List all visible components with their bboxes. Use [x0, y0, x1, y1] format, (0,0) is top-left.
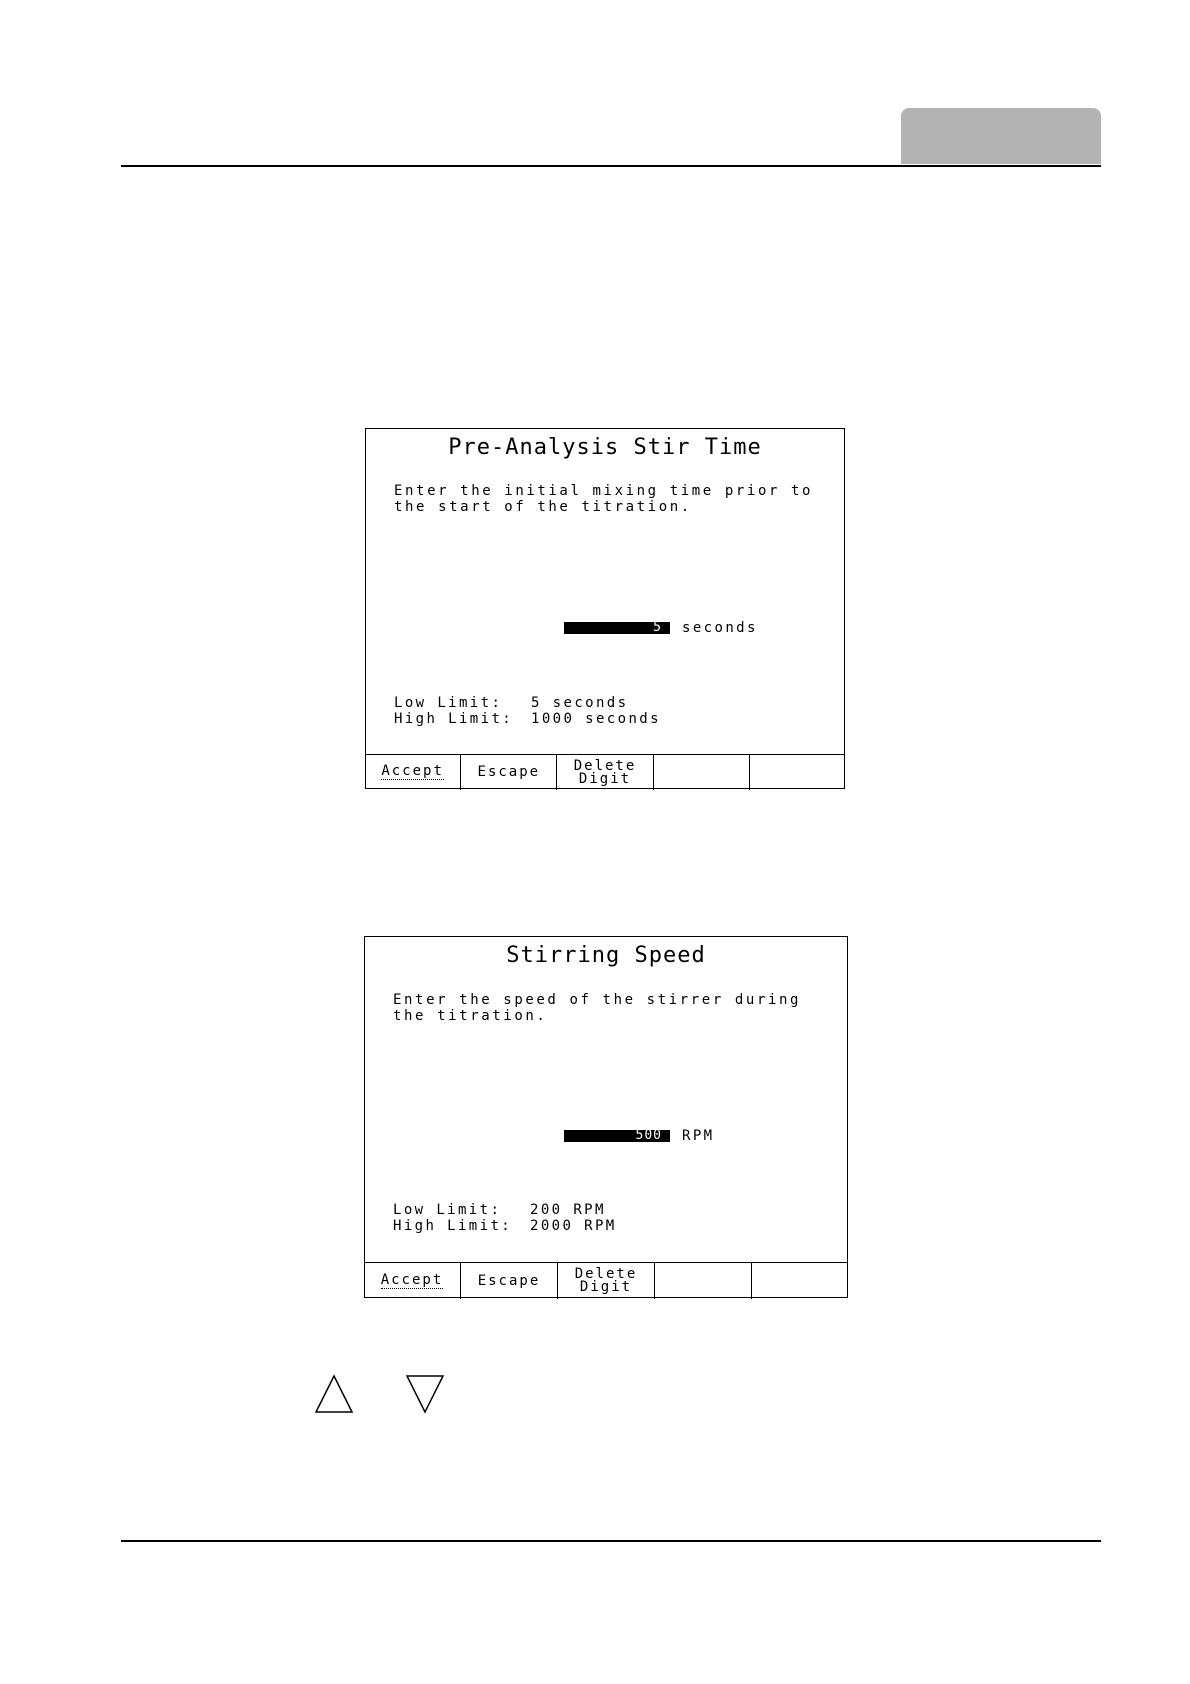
high-limit-value: 2000 RPM: [530, 1218, 617, 1234]
value-unit: RPM: [682, 1128, 715, 1144]
high-limit-row: [393, 1218, 617, 1234]
down-triangle-icon: [405, 1374, 445, 1414]
low-limit-label: Low Limit:: [393, 1202, 502, 1218]
low-limit-value: 5 seconds: [531, 695, 629, 711]
low-limit-value: 200 RPM: [530, 1202, 606, 1218]
softkey-5[interactable]: [752, 1263, 848, 1299]
accept-button-label: Accept: [380, 1271, 444, 1288]
escape-button[interactable]: Escape: [461, 1263, 558, 1299]
pre-analysis-stir-time-screen: [365, 428, 845, 789]
high-limit-label: High Limit:: [394, 711, 514, 727]
accept-button[interactable]: [364, 1263, 461, 1299]
escape-button[interactable]: Escape: [461, 755, 557, 790]
up-triangle-icon: [314, 1374, 354, 1414]
softkey-5[interactable]: [750, 755, 845, 790]
softkey-bar: [365, 754, 845, 790]
softkey-4[interactable]: [654, 755, 750, 790]
low-limit-row: [394, 695, 661, 711]
high-limit-value: 1000 seconds: [531, 711, 661, 727]
softkey-bar: [364, 1262, 848, 1299]
high-limit-row: [394, 711, 661, 727]
delete-digit-button[interactable]: Delete Digit: [558, 1263, 655, 1299]
delete-digit-button[interactable]: Delete Digit: [557, 755, 653, 790]
screen-title: Pre-Analysis Stir Time: [448, 435, 762, 460]
stir-time-input[interactable]: 5: [564, 622, 670, 634]
screen-title: Stirring Speed: [506, 943, 706, 968]
limits-block: [393, 1202, 617, 1234]
accept-button[interactable]: [365, 755, 461, 790]
section-tab: [901, 108, 1101, 164]
value-unit: seconds: [682, 620, 758, 636]
limits-block: [394, 695, 661, 727]
low-limit-row: [393, 1202, 617, 1218]
entry-row: [564, 1128, 715, 1144]
stirring-speed-screen: [364, 936, 848, 1298]
accept-button-label: Accept: [381, 763, 444, 779]
low-limit-label: Low Limit:: [394, 695, 503, 711]
footer-rule: [121, 1540, 1101, 1542]
high-limit-label: High Limit:: [393, 1218, 513, 1234]
header-rule: [121, 165, 1101, 167]
softkey-4[interactable]: [655, 1263, 752, 1299]
screen-prompt: Enter the initial mixing time prior to the start of the titration.: [394, 483, 814, 515]
stirring-speed-input[interactable]: 500: [564, 1130, 670, 1142]
entry-row: [564, 620, 758, 636]
screen-prompt: Enter the speed of the stirrer during the titration.: [393, 992, 802, 1024]
